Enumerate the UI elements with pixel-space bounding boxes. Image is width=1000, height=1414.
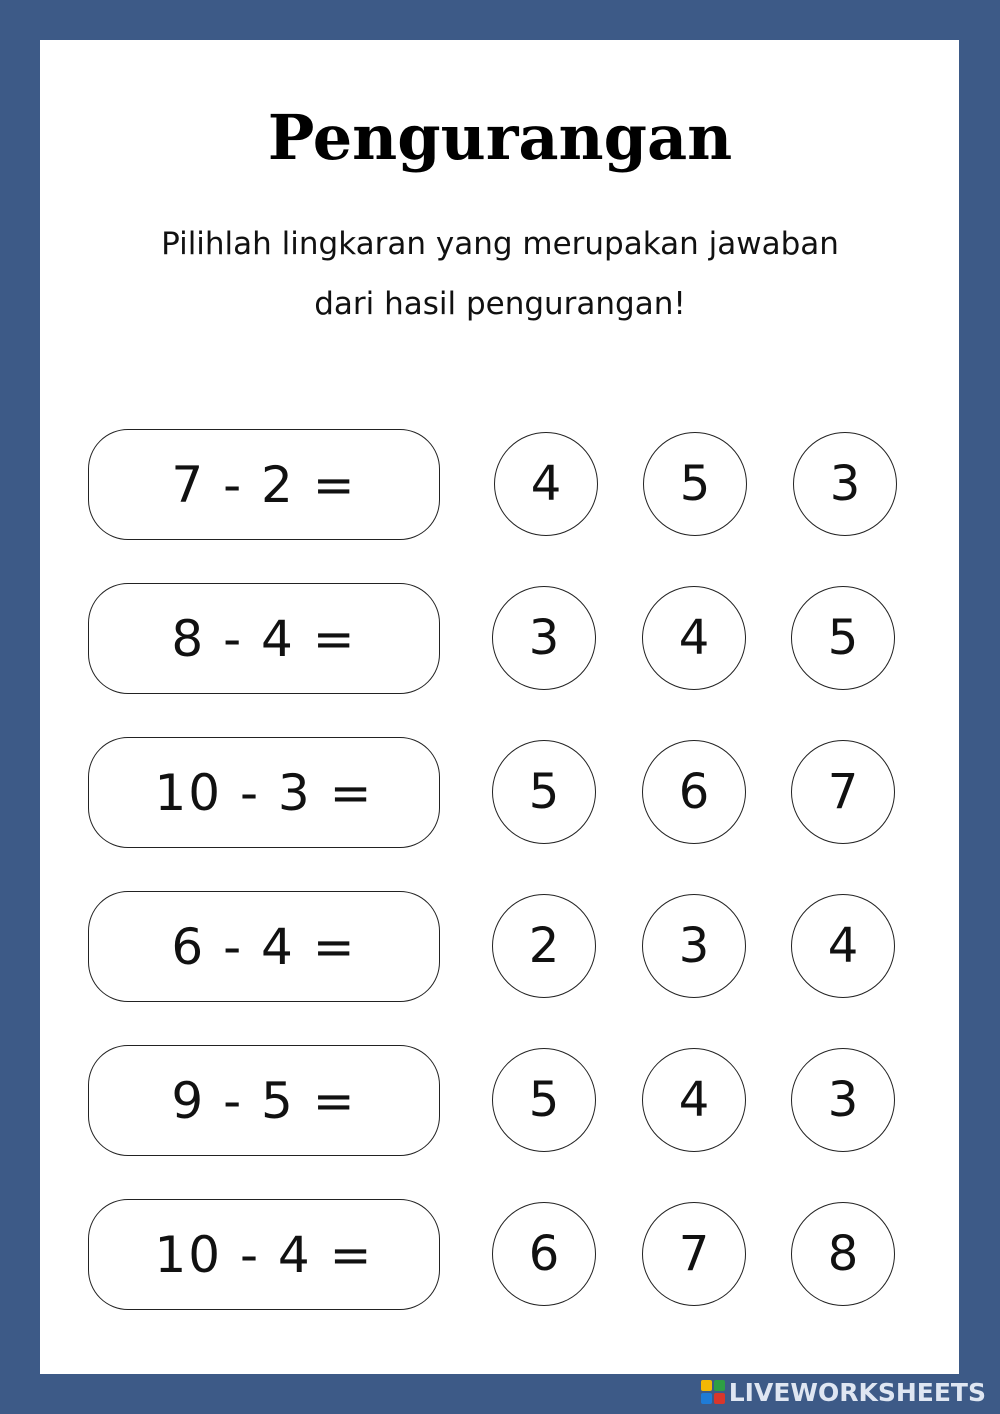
problem-row-3	[0, 737, 1000, 851]
logo-square-green	[714, 1380, 725, 1391]
answer-choice[interactable]: 6	[642, 740, 746, 844]
page-title: Pengurangan	[267, 101, 733, 174]
answer-choice[interactable]: 4	[791, 894, 895, 998]
answer-choice[interactable]: 3	[492, 586, 596, 690]
problem-box: 9 - 5 =	[88, 1045, 440, 1156]
answer-choice[interactable]: 7	[642, 1202, 746, 1306]
problem-box: 7 - 2 =	[88, 429, 440, 540]
liveworksheets-logo-icon	[701, 1380, 725, 1404]
answer-choice[interactable]: 4	[642, 586, 746, 690]
problem-box: 10 - 4 =	[88, 1199, 440, 1310]
logo-square-blue	[701, 1393, 712, 1404]
answer-choice[interactable]: 7	[791, 740, 895, 844]
answer-choice[interactable]: 4	[494, 432, 598, 536]
logo-square-yellow	[701, 1380, 712, 1391]
answer-choice[interactable]: 5	[643, 432, 747, 536]
answer-choice[interactable]: 4	[642, 1048, 746, 1152]
problem-row-6	[0, 1199, 1000, 1313]
problem-row-4	[0, 891, 1000, 1005]
problem-row-5	[0, 1045, 1000, 1159]
watermark-text: LIVEWORKSHEETS	[728, 1377, 986, 1407]
answer-choice[interactable]: 5	[492, 740, 596, 844]
answer-choice[interactable]: 6	[492, 1202, 596, 1306]
answer-choice[interactable]: 3	[793, 432, 897, 536]
problem-box: 10 - 3 =	[88, 737, 440, 848]
problem-box: 6 - 4 =	[88, 891, 440, 1002]
logo-square-red	[714, 1393, 725, 1404]
problem-row-2	[0, 583, 1000, 697]
instruction-line-2: dari hasil pengurangan!	[314, 286, 686, 322]
instruction-line-1: Pilihlah lingkaran yang merupakan jawaban	[161, 226, 839, 262]
problem-box: 8 - 4 =	[88, 583, 440, 694]
answer-choice[interactable]: 3	[642, 894, 746, 998]
answer-choice[interactable]: 3	[791, 1048, 895, 1152]
liveworksheets-watermark	[701, 1378, 986, 1406]
answer-choice[interactable]: 8	[791, 1202, 895, 1306]
answer-choice[interactable]: 5	[791, 586, 895, 690]
answer-choice[interactable]: 2	[492, 894, 596, 998]
answer-choice[interactable]: 5	[492, 1048, 596, 1152]
problem-row-1	[0, 429, 1000, 543]
